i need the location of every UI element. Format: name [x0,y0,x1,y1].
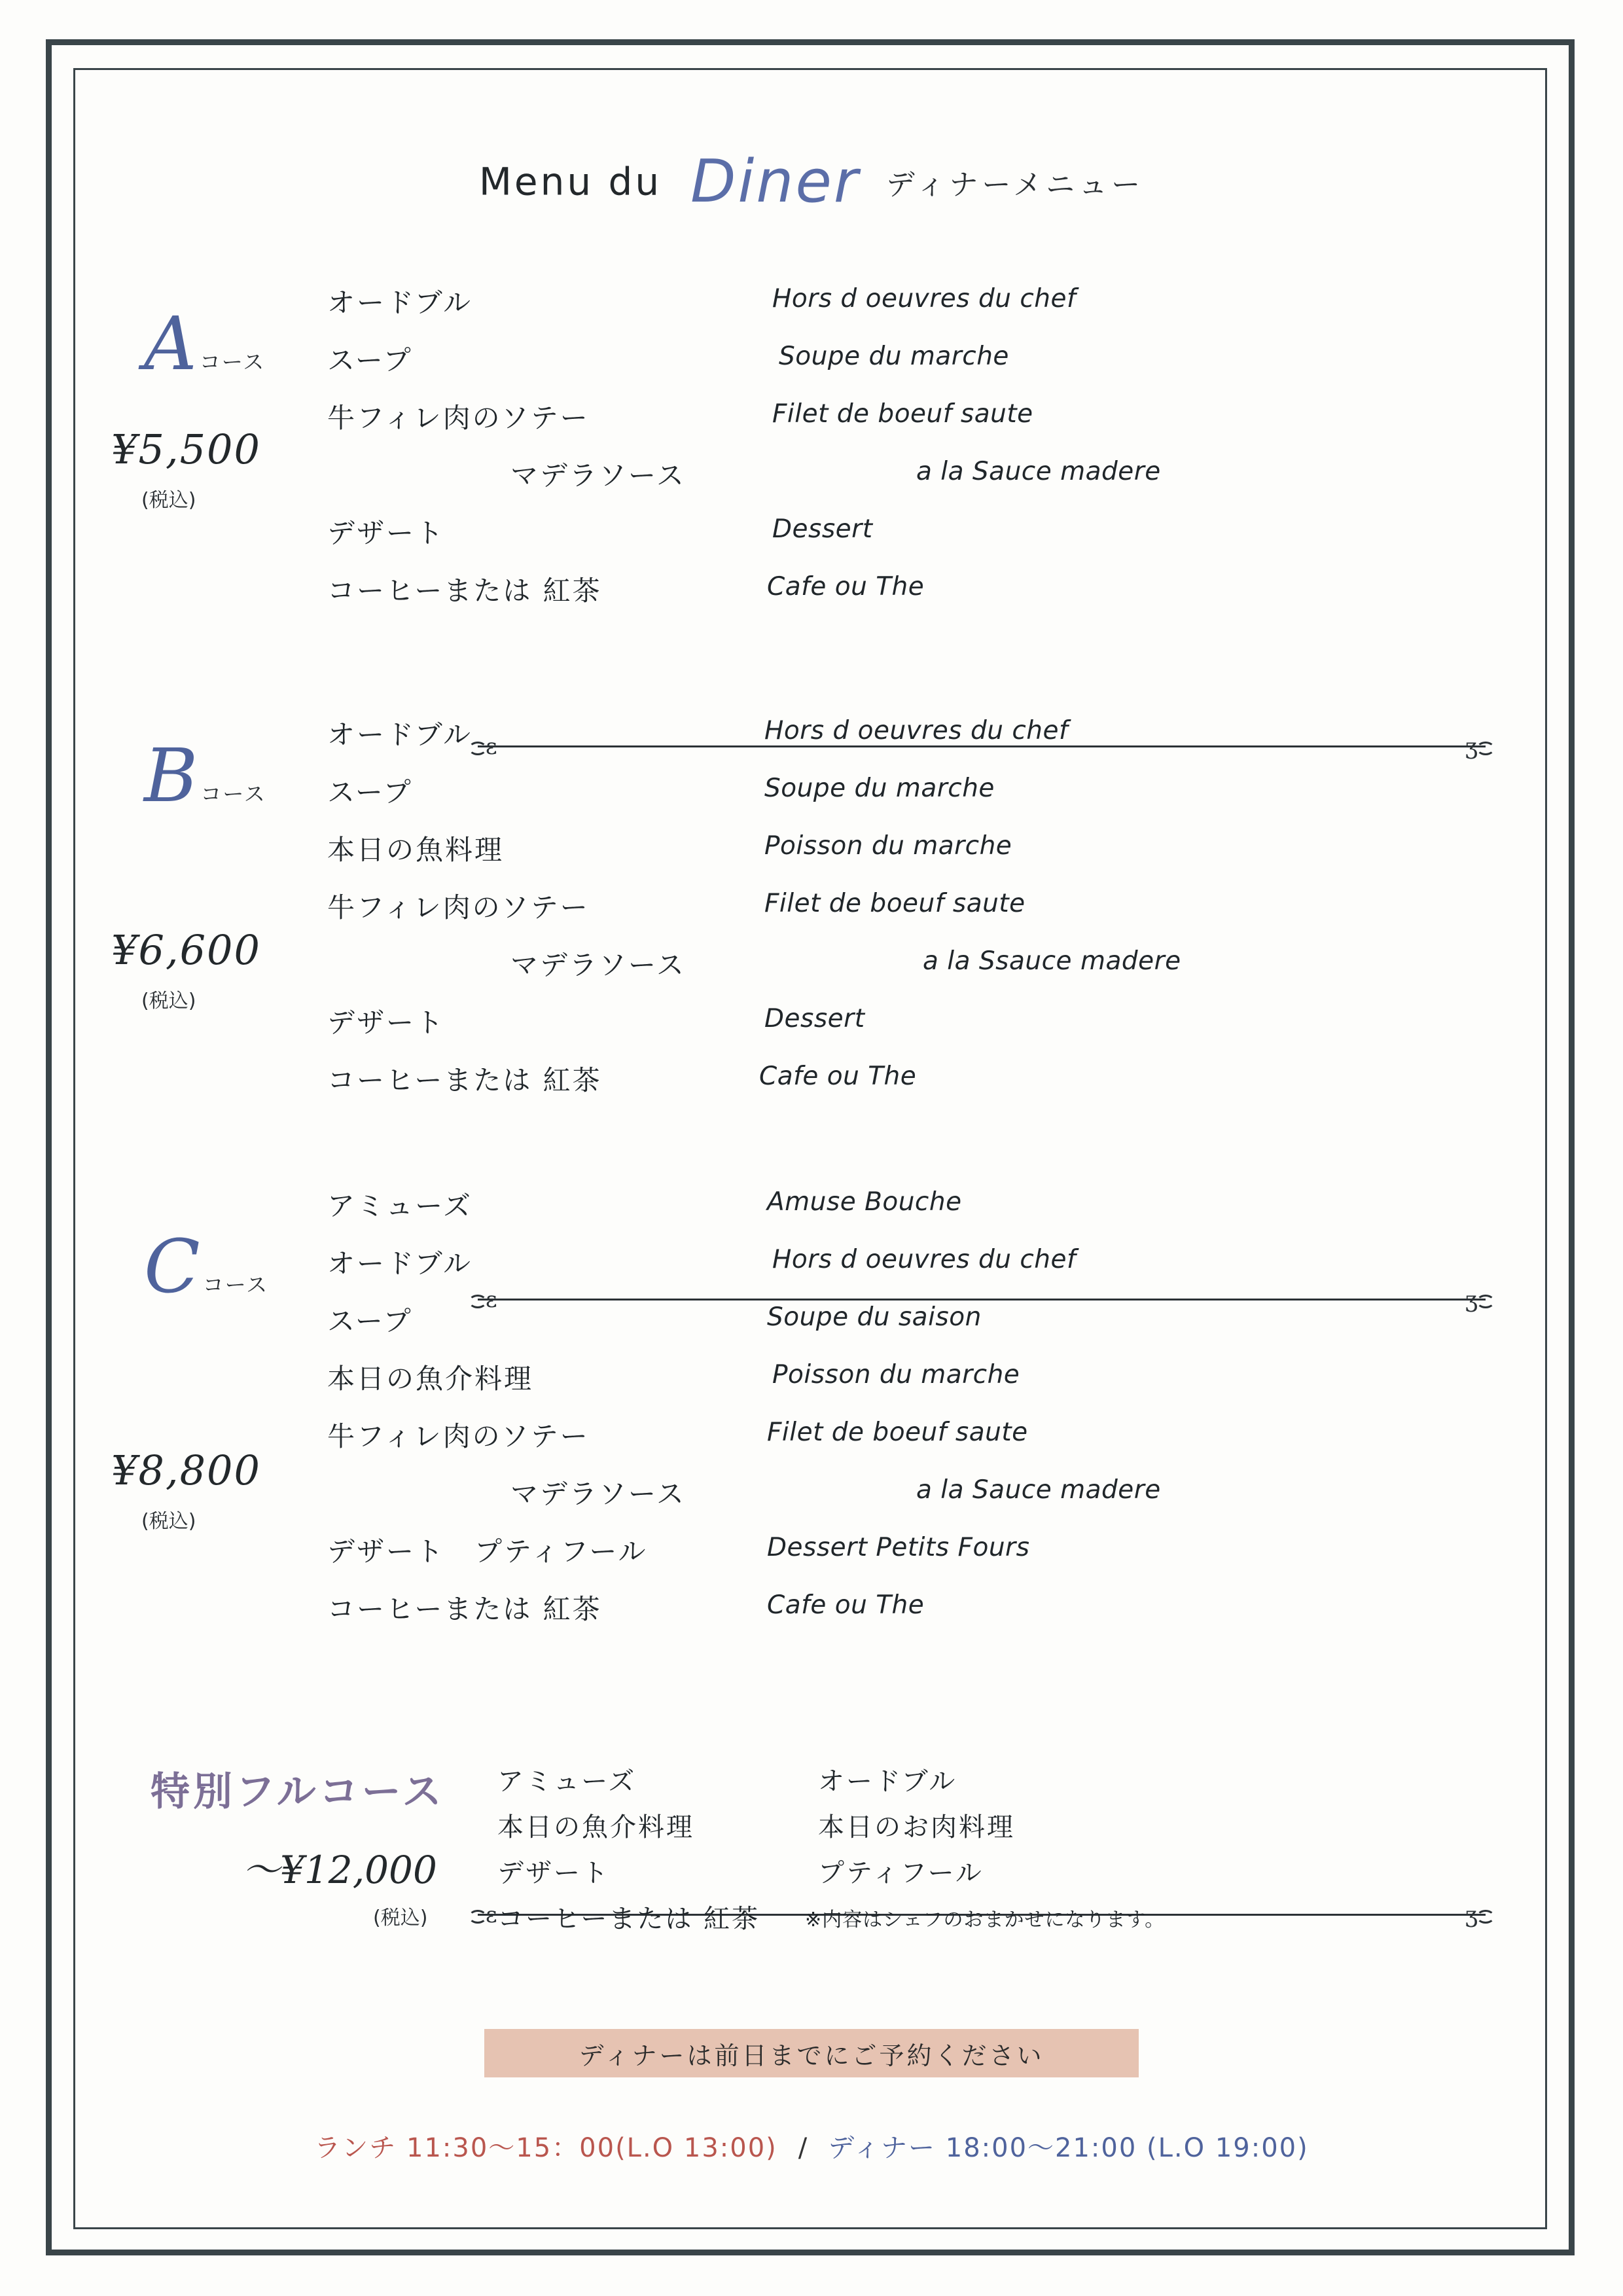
menu-item-jp: 本日の魚料理 [327,834,505,866]
special-course-tax-note: (税込) [373,1907,428,1929]
course-price: ¥5,500 [111,425,261,473]
menu-item-jp: 牛フィレ肉のソテー [327,1420,590,1452]
menu-item-jp: アミューズ [327,1190,473,1222]
menu-item-jp: 本日の魚介料理 [327,1363,534,1395]
menu-item-row [327,771,1505,829]
menu-item-row [327,454,1505,512]
course-price-wrap [111,926,347,1013]
special-item-left: デザート [497,1858,610,1888]
menu-item-row [327,1300,1505,1357]
course-price: ¥8,800 [111,1446,261,1494]
course-letter: B [144,734,198,819]
menu-item-fr: Hors d oeuvres du chef [764,716,1069,745]
menu-item-fr: Filet de boeuf saute [767,1418,1028,1447]
menu-item-row [327,944,1505,1001]
menu-item-jp: コーヒーまたは 紅茶 [327,575,602,607]
course-price: ¥6,600 [111,926,261,974]
special-item-row [497,1761,1518,1806]
menu-item-jp: オードブル [327,719,473,751]
menu-item-row [327,1473,1505,1530]
menu-item-row [327,1415,1505,1473]
menu-item-fr: Cafe ou The [767,572,925,601]
title-menu-du: Menu du [478,159,662,204]
menu-item-row [327,829,1505,886]
course-letter-sub: コース [200,781,266,806]
menu-item-jp: マデラソース [510,459,686,492]
divider-knot-left: ε [486,734,497,760]
divider-knot-right: ʒ [1465,734,1478,760]
menu-item-jp: 牛フィレ肉のソテー [327,402,590,434]
course-letter: C [144,1225,200,1310]
menu-item-fr: Amuse Bouche [767,1187,962,1217]
menu-item-fr: Hors d oeuvres du chef [772,1245,1077,1274]
menu-item-jp: マデラソース [510,1478,686,1510]
title-diner: Diner [690,147,860,216]
menu-item-row [327,886,1505,944]
course-price-wrap [111,1446,347,1534]
menu-item-jp: コーヒーまたは 紅茶 [327,1593,602,1625]
menu-item-jp: スープ [327,776,413,808]
special-item-right: プティフール [818,1858,984,1888]
business-hours [0,2127,1623,2164]
divider-knot-left: ε [486,1902,497,1928]
menu-item-fr: Poisson du marche [772,1360,1020,1390]
special-item-left: コーヒーまたは 紅茶 [497,1904,760,1934]
menu-item-row [327,713,1505,771]
menu-item-fr: Cafe ou The [767,1590,925,1620]
menu-item-jp: スープ [327,344,413,376]
special-item-right: 本日のお肉料理 [818,1812,1015,1842]
divider-knot-left: ε [486,1287,497,1313]
menu-item-fr: a la Sauce madere [916,1475,1161,1505]
menu-item-jp: スープ [327,1305,413,1337]
menu-item-row [327,281,1505,339]
menu-item-jp: デザート [327,517,446,549]
special-item-left: アミューズ [497,1767,637,1797]
menu-item-fr: Dessert [772,514,873,544]
menu-item-row [327,1001,1505,1059]
special-item-row [497,1852,1518,1898]
special-item-right: オードブル [818,1767,957,1797]
reservation-text: ディナーは前日までにご予約ください [579,2041,1044,2070]
course-letter: A [144,302,197,387]
course-letter-sub: コース [199,350,266,374]
course-price-wrap [111,425,347,512]
menu-item-jp: デザート [327,1007,446,1039]
divider-knot-right: ʒ [1465,1902,1478,1928]
menu-item-fr: Filet de boeuf saute [772,399,1033,429]
menu-item-row [327,1185,1505,1242]
menu-item-fr: Cafe ou The [759,1062,917,1091]
menu-item-jp: オードブル [327,287,473,319]
menu-item-row [327,397,1505,454]
menu-item-fr: Soupe du marche [764,774,995,803]
title-line [479,147,1144,216]
menu-item-fr: Soupe du marche [779,342,1009,371]
menu-item-jp: 牛フィレ肉のソテー [327,891,590,924]
menu-item-fr: Poisson du marche [764,831,1012,861]
menu-item-row [327,1588,1505,1645]
course-tax-note: (税込) [141,990,196,1013]
course-items [327,713,1505,1117]
menu-item-jp: マデラソース [510,949,686,981]
dinner-hours: ディナー 18:00〜21:00 (L.O 19:00) [828,2133,1309,2163]
hours-separator: / [798,2133,808,2163]
menu-item-jp: オードブル [327,1247,473,1280]
course-tax-note: (税込) [141,1510,196,1533]
title-japanese: ディナーメニュー [885,168,1145,202]
menu-item-fr: Soupe du saison [767,1302,982,1332]
menu-item-jp: コーヒーまたは 紅茶 [327,1064,602,1096]
menu-item-row [327,569,1505,627]
special-course-title: 特別フルコース [151,1769,445,1815]
special-course-price: 〜¥12,000 [242,1848,437,1892]
menu-item-fr: Filet de boeuf saute [764,889,1026,918]
lunch-hours: ランチ 11:30〜15：00(L.O 13:00) [314,2133,777,2163]
menu-item-fr: Dessert [764,1004,865,1033]
menu-item-row [327,512,1505,569]
menu-item-jp: デザート プティフール [327,1535,648,1568]
page-title [0,147,1623,216]
special-item-row [497,1806,1518,1852]
divider-knot-right: ʒ [1465,1287,1478,1313]
special-course-note: ※内容はシェフのおまかせになります。 [805,1909,1166,1931]
menu-item-row [327,339,1505,397]
course-letter-sub: コース [202,1272,269,1297]
menu-item-fr: a la Sauce madere [916,457,1161,486]
menu-item-fr: Dessert Petits Fours [767,1533,1030,1562]
reservation-banner [484,2029,1139,2077]
course-tax-note: (税込) [141,489,196,512]
menu-item-fr: a la Ssauce madere [923,946,1181,976]
menu-item-row [327,1357,1505,1415]
menu-item-fr: Hors d oeuvres du chef [772,284,1077,314]
menu-item-row [327,1059,1505,1117]
course-items [327,281,1505,627]
divider-cap-left [469,1910,487,1924]
course-items [327,1185,1505,1645]
special-item-left: 本日の魚介料理 [497,1812,694,1842]
menu-item-row [327,1530,1505,1588]
menu-item-row [327,1242,1505,1300]
